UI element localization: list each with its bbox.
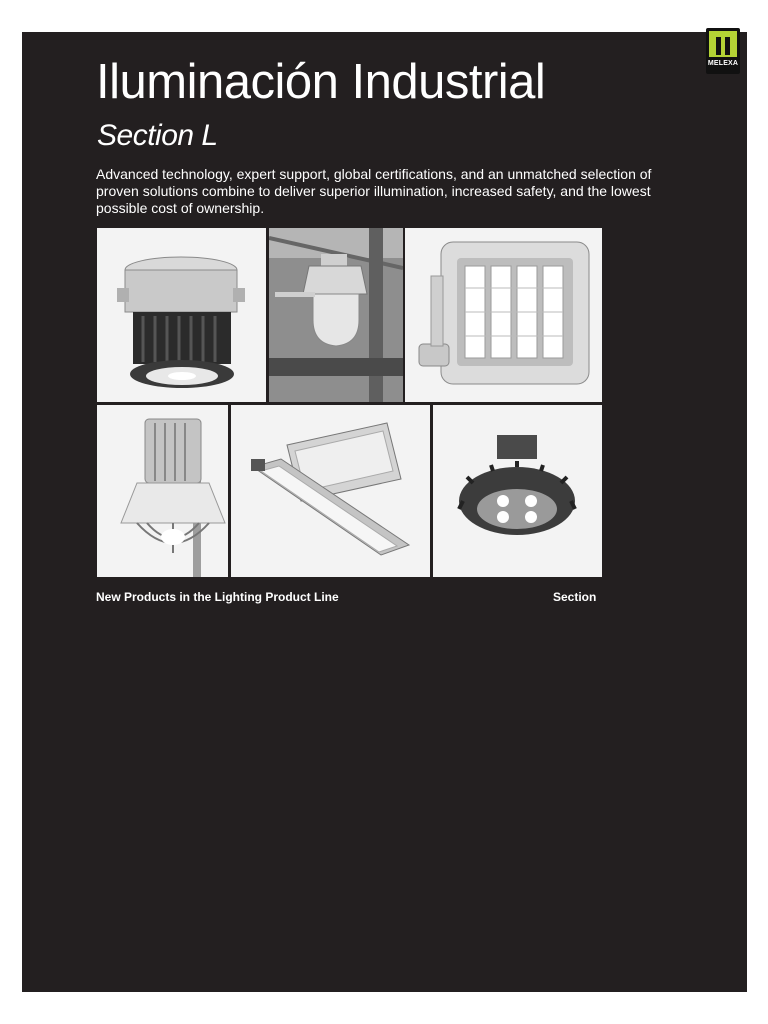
page-title: Iluminación Industrial [96, 55, 546, 109]
photo-caged-high-bay [97, 405, 228, 577]
melexa-logo [706, 28, 740, 74]
photo-linear-fixtures [231, 405, 430, 577]
pendant-globe-fixture-illustration [269, 228, 403, 402]
photo-led-low-bay [433, 405, 602, 577]
led-floodlight-illustration [405, 228, 602, 402]
high-bay-fixture-illustration [97, 228, 266, 402]
intro-paragraph: Advanced technology, expert support, global certifications, and an unmatched selection of proven solutions combine to deliver superior illumination, increased safety, and the lowest possible cost of ownership. [96, 166, 652, 216]
photo-pendant-globe-fixture [269, 228, 403, 402]
led-low-bay-illustration [433, 405, 602, 577]
photo-high-bay-fixture [97, 228, 266, 402]
caption-section: Section [553, 590, 597, 604]
linear-fixtures-illustration [231, 405, 430, 577]
caption-new-products: New Products in the Lighting Product Line [96, 590, 339, 604]
caged-high-bay-illustration [97, 405, 228, 577]
photo-led-floodlight [405, 228, 602, 402]
logo-m-icon [709, 31, 737, 57]
section-subtitle: Section L [97, 119, 218, 152]
logo-text: MELEXA [707, 60, 739, 67]
